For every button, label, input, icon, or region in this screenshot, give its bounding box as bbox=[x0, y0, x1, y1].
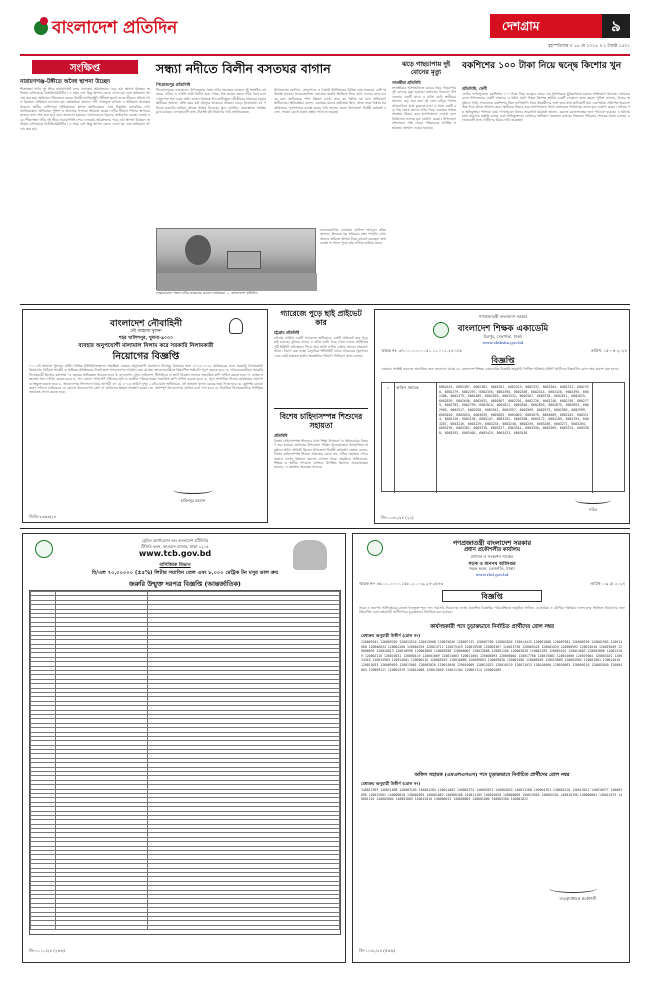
academy-col-divider-3 bbox=[592, 383, 593, 493]
academy-signature-icon bbox=[575, 496, 611, 504]
lead-byline: পিরোজপুর প্রতিনিধি bbox=[156, 82, 191, 87]
car-fire-divider bbox=[274, 408, 368, 409]
academy-post: অফিস সহায়ক bbox=[396, 385, 419, 390]
navy-sub1: নৌ জাহাজ খুলনা bbox=[130, 329, 162, 334]
roads-web[interactable]: www.rhd.gov.bd bbox=[475, 572, 509, 577]
tcb-web[interactable]: www.tcb.gov.bd bbox=[138, 549, 212, 558]
killing-headline: বকশিশের ১০০ টাকা নিয়ে দ্বন্দ্বে কিশোর খুন bbox=[462, 61, 622, 71]
navy-title: নিয়োগের বিজ্ঞপ্তি bbox=[112, 351, 180, 362]
storm-story bbox=[392, 60, 456, 260]
tcb-title: জরুরি উন্মুক্ত দরপত্র বিজ্ঞপ্তি (আন্তর্জাতিক) bbox=[129, 580, 241, 588]
photo-house-icon bbox=[227, 251, 261, 269]
tcb-table-grid bbox=[30, 591, 340, 930]
navy-signature-icon bbox=[173, 486, 213, 494]
academy-col-divider-1 bbox=[394, 383, 395, 493]
brief-body: শীতলক্ষ্যা নদীর দুই তীরে নারায়ণগঞ্জ বন্দর এলাকায় অবৈধভাবে গড়ে ওঠা স্থাপনা উচ্ছেদে অভিযান চালিয়েছে বিআইডব্লিউটিএ। এ সময় বেশ কিছু স্থাপনা ভেঙে ফেলা হয় এবং জরিমানা আদায় করা হয়। অভিযান পরিচালনা করেন নির্বাহী ম্যাজিস্ট্রেট। টঙ্গীতে তুরাগ নদের তীরেও অবৈধ দখল উচ্ছেদে অভিযান চালানো হয়। কর্মকর্তারা জানান, নদী দখলমুক্ত রাখতে এ অভিযান অব্যাহত থাকবে। স্থানীয় বাসিন্দারা অভিযানকে স্বাগত জানিয়েছেন এবং নিয়মিত তদারকির দাবি জানিয়েছেন। অভিযানে পুলিশ ও আনসার সদস্যরা সহায়তা করেন। নদীর সীমানা পিলার স্থাপনের কাজও দ্রুত শেষ করা হবে বলে জানানো হয়েছে। দখলদারদের বিরুদ্ধে আইনগত ব্যবস্থা নেওয়া হবে। শীতলক্ষ্যা নদীর দুই তীরে নারায়ণগঞ্জ বন্দর এলাকায় অবৈধভাবে গড়ে ওঠা স্থাপনা উচ্ছেদে অভিযান চালিয়েছে বিআইডব্লিউটিএ। এ সময় বেশ কিছু স্থাপনা ভেঙে ফেলা হয় এবং জরিমানা আদায় করা হয়। bbox=[20, 87, 150, 131]
academy-gov: গণপ্রজাতন্ত্রী বাংলাদেশ সরকার bbox=[478, 314, 528, 319]
tcb-portrait-icon bbox=[293, 540, 327, 570]
tcb-addr: টিসিবি ভবন, কাওরান বাজার, ঢাকা-১২১৫ bbox=[141, 544, 209, 549]
navy-sub2: শহর খালিশপুর, খুলনা-৯০০০ bbox=[118, 336, 174, 341]
brief-headline: নারায়ণগঞ্জ-টঙ্গীতে অবৈধ স্থাপনা উচ্ছেদ bbox=[20, 79, 111, 85]
brief-column bbox=[20, 60, 150, 300]
lead-body-col3: ভাঙনকবলিত এলাকার বাসিন্দা আবদুল করিম জানান, তিনবার ঘর সরিয়েও রক্ষা পাননি। এখন অন্যের জমিতে আশ্রয় নিয়ে বসবাস করছেন। দ্রুত ব্যবস্থা না নিলে পুরো গ্রাম নদীতে হারিয়ে যাবে। bbox=[320, 228, 386, 246]
lead-story bbox=[156, 60, 386, 300]
academy-ref: জি-১০৩১/২৪ (২২) bbox=[381, 515, 414, 520]
roads-dept: প্রশাসন ও সংস্থাপন সার্কেল bbox=[470, 554, 514, 559]
academy-org: বাংলাদেশ শিক্ষক একাডেমি bbox=[457, 324, 549, 334]
logo bbox=[20, 14, 230, 42]
academy-table bbox=[381, 382, 625, 492]
roads-gov: গণপ্রজাতন্ত্রী বাংলাদেশ সরকার bbox=[453, 539, 531, 547]
roads-signature-icon bbox=[549, 884, 597, 893]
tcb-tender-table bbox=[29, 590, 341, 935]
section-banner bbox=[490, 14, 630, 38]
tcb-ref: জি-১০১০/২৪ (২×৬) bbox=[29, 948, 65, 953]
section-title: দেশগ্রাম bbox=[502, 19, 540, 33]
date-line: বৃহস্পতিবার ॥ ১৬ মে ২০২৪ ॥ ২ জ্যৈষ্ঠ ১৪৩১ bbox=[547, 44, 630, 49]
car-fire-body: চট্টগ্রাম নগরীর একটি গ্যারেজে অগ্নিকাণ্ডে একটি প্রাইভেট কার পুড়ে ছাই হয়েছে। বুধবার ভোরে এ ঘটনা ঘটে। খবর পেয়ে ফায়ার সার্ভিসের দুটি ইউনিট ঘটনাস্থলে গিয়ে প্রায় আধা ঘণ্টার চেষ্টায় আগুন নিয়ন্ত্রণে আনে। ধারণা করা হচ্ছে বৈদ্যুতিক শর্টসার্কিট থেকে আগুনের সূত্রপাত। এতে কেউ হতাহত হয়নি। ক্ষয়ক্ষতির পরিমাণ নির্ধারণে কাজ চলছে। bbox=[274, 336, 368, 358]
tcb-dept: বাণিজ্যিক বিভাগ bbox=[159, 563, 191, 568]
roads-date: তারিখ: ০৯ মে ২০২৪ bbox=[590, 581, 625, 586]
special-help-headline: বিশেষ চাহিদাসম্পন্ন শিশুদের সহায়তা bbox=[279, 412, 363, 430]
academy-sl: ১ bbox=[386, 385, 390, 390]
logo-accent-icon bbox=[40, 17, 48, 25]
lead-caption: নেছারাবাদে সন্ধ্যা নদীর ভাঙনের কবলে বসতঘর। — বাংলাদেশ প্রতিদিন bbox=[156, 291, 258, 295]
navy-body: ০১। নৌ জাহাজ খুলনার অধীন বিভিন্ন ইউনিট/জাহাজে সংরক্ষিত ব্যবহার অনুপযোগী মালামাল নিলামে বিক্রয়ের জন্য ২০২৪-২০২৫ অর্থবছরের জন্য সরকারি নিলামকারী নিয়োগের নিমিত্তে আগ্রহী ও অভিজ্ঞ প্রতিষ্ঠানের নিকট হতে আবেদনপত্র আহ্বান করা যাচ্ছে। আবেদনকারীকে নিম্নবর্ণিত শর্তাবলি পূরণ করতে হবে: ক. আবেদনকারীকে সরকারি নিলামকারী হিসেবে কমপক্ষে ০৫ বছরের অভিজ্ঞতা থাকতে হবে। খ. হালনাগাদ ট্রেড লাইসেন্স, টিআইএন ও ভ্যাট নিবন্ধন সনদের সত্যায়িত কপি দাখিল করতে হবে। গ. ব্যাংক সচ্ছলতা সনদ দাখিল করতে হবে। ঘ. সদ্য তোলা পাসপোর্ট সাইজের ছবি ও জাতীয় পরিচয়পত্রের সত্যায়িত কপি দাখিল করতে হবে। ঙ. পূর্বে সম্পাদিত নিলাম কার্যক্রমের প্রমাণপত্র সংযুক্ত করতে হবে। চ. আবেদনপত্র সিলগালা খামে আগামী ৩০ মে ২০২৪ তারিখ দুপুর ১২টার মধ্যে অধিনায়ক, নৌ জাহাজ খুলনা বরাবর জমা দিতে হবে। ছ. কর্তৃপক্ষ কোনো কারণ দর্শানো ব্যতিরেকে যে কোনো আবেদনপত্র গ্রহণ বা বাতিলের ক্ষমতা সংরক্ষণ করেন। জ. অসম্পূর্ণ আবেদনপত্র বাতিল বলে গণ্য হবে। ঝ. নির্বাচিত নিলামকারীকে নির্ধারিত জামানত প্রদান করতে হবে। bbox=[29, 364, 263, 395]
roads-div: সড়ক ও জনপথ অধিদপ্তর bbox=[468, 562, 516, 567]
navy-org: বাংলাদেশ নৌবাহিনী bbox=[109, 319, 183, 329]
academy-signer: সচিব bbox=[588, 507, 598, 512]
killing-story bbox=[462, 60, 630, 260]
academy-addr: মিরপুর, সেনপাড়া, ঢাকা। bbox=[483, 334, 523, 339]
car-fire-byline: চট্টগ্রাম প্রতিনিধি bbox=[274, 330, 300, 335]
killing-byline: প্রতিনিধি, ফেনী bbox=[462, 86, 487, 91]
mid-row-divider bbox=[20, 528, 630, 529]
storm-body: সাতক্ষীরার আশাশুনিতে ঝড়ের সময় গাছচাপায় দুই বোনের মৃত্যু হয়েছে। মঙ্গলবার বিকেলে উপজেলার একটি গ্রামে এ ঘটনা ঘটে। স্থানীয়রা জানান, ঝড় শুরু হলে দুই বোন বাড়ির পাশের আমবাগানে আম কুড়াতে যায়। এ সময় একটি বড় গাছ ভেঙে তাদের ওপর পড়ে। গুরুতর আহত অবস্থায় উদ্ধার করে হাসপাতালে নেওয়া হলে চিকিৎসক তাদের মৃত ঘোষণা করেন। উপজেলা প্রশাসনের পক্ষ থেকে পরিবারকে আর্থিক সহায়তার আশ্বাস দেওয়া হয়েছে। bbox=[392, 86, 456, 130]
roads-roll-numbers-2: 140011363 140011668 140003105 140001284 140011803 140002374 140003071 140004023 140011188 140004761 140002210 140013011 140010977 140003090 140012601 140000010 140004093 140001082 140000100 140011103 140010020 140000009 140013010 140002102 140010190 140000001 140011073 140001101 140003004 140001009 140012010 140000013 140000009 140001000 140003100 140001022 bbox=[361, 788, 622, 802]
brief-label-text: সংক্ষিপ্ত bbox=[69, 63, 101, 74]
special-help-byline: প্রতিনিধি bbox=[274, 433, 288, 438]
roads-group2-label: মেধাক্রম অনুযায়ী উত্তীর্ণ (রোল নং) bbox=[361, 781, 421, 786]
storm-byline: সাতক্ষীরা প্রতিনিধি bbox=[392, 80, 421, 85]
photo-water-shape bbox=[157, 273, 317, 291]
roads-ref: জি-১০৩১/২৪ (৫×৬) bbox=[359, 948, 395, 953]
roads-title: বিজ্ঞপ্তি bbox=[442, 590, 542, 602]
roads-intro: সড়ক ও জনপথ অধিদপ্তরের রাজস্ব খাতভুক্ত শূন্য পদে সরাসরি নিয়োগের লক্ষ্যে প্রকাশিত বিজ্ঞপ্তির পরিপ্রেক্ষিতে অনুষ্ঠিত লিখিত, ব্যবহারিক ও মৌখিক পরীক্ষার ফলাফলের ভিত্তিতে নিয়োগের জন্য নিম্নবর্ণিত রোল নম্বরধারী প্রার্থীগণকে চূড়ান্তভাবে নির্বাচিত করা হয়েছে। bbox=[359, 606, 625, 615]
killing-body: ফেনীর দাগনভূঞায় বকশিশের ১০০ টাকা নিয়ে দ্বন্দ্বের জেরে এক কিশোরকে ছুরিকাঘাতে হত্যার অভিযোগ উঠেছে। সোমবার রাতে উপজেলার একটি বাজারে এ ঘটনা ঘটে। নিহত কিশোর স্থানীয় একটি দোকানে কাজ করত। পুলিশ জানায়, বিয়ের অনুষ্ঠানে গাড়ি সাজানোর বকশিশের টাকা ভাগাভাগি নিয়ে সহকর্মীদের সঙ্গে তার কথা-কাটাকাটি হয়। একপর্যায়ে প্রতিপক্ষ ধারালো অস্ত্র দিয়ে তাকে আঘাত করে। স্থানীয়রা উদ্ধার করে হাসপাতালে নিলে কর্তব্যরত চিকিৎসক তাকে মৃত ঘোষণা করেন। ঘটনার পর অভিযুক্তরা পালিয়ে যায়। দাগনভূঞা থানার ভারপ্রাপ্ত কর্মকর্তা জানান, মরদেহ ময়নাতদন্তের জন্য পাঠানো হয়েছে। এ ঘটনায় হত্যা মামলার প্রস্তুতি চলছে এবং অভিযুক্তদের গ্রেপ্তারে অভিযান অব্যাহত রয়েছে। নিহতের পরিবারে শোকের মাতম চলছে। এলাকাবাসী দ্রুত দোষীদের বিচার দাবি করেছেন। bbox=[462, 92, 630, 123]
logo-text: বাংলাদেশ প্রতিদিন bbox=[52, 18, 178, 38]
page-number: ৯ bbox=[602, 14, 630, 38]
navy-ad bbox=[22, 309, 268, 523]
lead-photo bbox=[156, 228, 316, 290]
storm-headline: ঝড়ে গাছচাপায় দুই বোনের মৃত্যু bbox=[401, 60, 451, 76]
roads-ad bbox=[352, 533, 630, 963]
photo-tree-icon bbox=[185, 235, 211, 265]
academy-roll-numbers: 6002441, 6002387, 6002382, 6002351, 6002319, 6002337, 6002304, 6002313, 6002338, 6002279, 6002292, 6002355, 6002390, 6002368, 6002414, 6002428, 6002395, 6002406, 6002475, 6002489, 6002503, 6002532, 6002567, 6002578, 6002611, 6002625, 6002639, 6002648, 6002651, 6002687, 6002701, 6002726, 6002748, 6002765, 6002779, 6002783, 6002799, 6002810, 6002821, 6002846, 6002859, 6002875, 6002893, 6002905, 6002917, 6002928, 6002941, 6002957, 6002969, 6002973, 6002985, 6002999, 6003010, 6003024, 6003039, 6003055, 6003063, 6003078, 6003089, 6003101, 6003114, 6003126, 6003138, 6003147, 6003152, 6003168, 6003172, 6003185, 6003194, 6003207, 6003216, 6003229, 6003235, 6003248, 6003259, 6003266, 6003271, 6003284, 6003295, 6003302, 6003318, 6003327, 6003341, 6003356, 6003369, 6003374, 6003388, 6003392, 6003405, 6003419, 6003423, 6003436 bbox=[439, 385, 589, 435]
roads-office: প্রধান প্রকৌশলীর কার্যালয় bbox=[464, 547, 520, 553]
roads-addr: সড়ক ভবন, তেজগাঁও, ঢাকা। bbox=[469, 566, 515, 571]
lead-body-col2: উপজেলার বলদিয়া, সোহাগদল ও দৈহারী ইউনিয়নের বিভিন্ন গ্রাম সবচেয়ে বেশি ক্ষতিগ্রস্ত হয়েছে। ভাঙনকবলিত এলাকায় জরুরি ভিত্তিতে জিও ব্যাগ ফেলার কাজ চলছে বলে জানিয়েছে পানি উন্নয়ন বোর্ড। তবে তা পর্যাপ্ত নয় বলে অভিযোগ স্থানীয়দের। ক্ষতিগ্রস্তরা বলেন, একসময় যাদের জমিজমা ছিল, আজ তারা নিঃস্ব। সরকারিভাবে পুনর্বাসনের ব্যবস্থা করার দাবি জানান তারা। উপজেলা নির্বাহী কর্মকর্তা বলেন, ভাঙন রোধে প্রকল্প প্রস্তাব পাঠানো হয়েছে। bbox=[274, 88, 386, 115]
masthead-divider bbox=[20, 54, 630, 56]
masthead bbox=[20, 14, 630, 54]
lead-headline: সন্ধ্যা নদীতে বিলীন বসতঘর বাগান bbox=[156, 61, 331, 76]
tcb-org: ট্রেডিং কর্পোরেশন অব বাংলাদেশ (টিসিবি) bbox=[141, 538, 209, 543]
brief-label bbox=[32, 60, 138, 74]
roads-signer: তত্ত্বাবধায়ক প্রকৌশলী bbox=[559, 896, 597, 901]
car-fire-story bbox=[274, 309, 368, 405]
roads-group1-label: মেধাক্রম অনুযায়ী উত্তীর্ণ (রোল নং) bbox=[361, 633, 421, 638]
navy-intro: ব্যবহার অনুপযোগী মালামাল নিলাম করে সরকারি নিলামকারী bbox=[78, 343, 214, 349]
top-row-divider bbox=[20, 304, 630, 305]
navy-signer: হাফিজুর রহমান bbox=[180, 498, 206, 503]
academy-title: বিজ্ঞপ্তি bbox=[491, 356, 515, 365]
academy-memo: স্মারক নং: ৩৭.০০.০০০০.০৫১.১১.০০১.২৪-১৪৮ bbox=[381, 348, 463, 353]
car-fire-headline: গ্যারেজে পুড়ে ছাই প্রাইভেট কার bbox=[280, 309, 362, 327]
roads-group2: অফিস সহায়ক (এমএলএসএস) পদে চূড়ান্তভাবে নির্বাচিত প্রার্থীদের রোল নম্বর bbox=[414, 772, 570, 778]
roads-memo: স্মারক নং- ৩৫.০১.০০০০.১৫৮.১১.০০৯.২৪-২৫৪৩ bbox=[359, 581, 443, 586]
tcb-ad bbox=[22, 533, 346, 963]
lead-body-col1: পিরোজপুরের নেছারাবাদ উপজেলায় সন্ধ্যা নদীর অব্যাহত ভাঙনে দুই শতাধিক বসতঘর, বাগান ও ফসলি জমি বিলীন হয়ে গেছে। গত কয়েক বছরে নদীর গর্ভে চলে গেছে শত শত একর জমি। ভাঙন আতঙ্কে দিন কাটাচ্ছেন নদীতীরের হাজারো মানুষ। স্থানীয়রা জানান, প্রতি বছর বর্ষা মৌসুমে ভাঙনের তীব্রতা বাড়ে। ইতোমধ্যে বহু পরিবার ঘরবাড়ি হারিয়ে অন্যত্র আশ্রয় নিয়েছে। স্কুল, মসজিদ, কবরস্থানও হুমকির মুখে রয়েছে। এলাকাবাসী দ্রুত টেকসই বাঁধ নির্মাণের দাবি জানিয়েছেন। bbox=[156, 88, 266, 115]
navy-ref: জিডি-২৩৬৩/২৪ bbox=[29, 514, 57, 519]
tcb-intro: বি/এল ৭০,০০০০০ (±৫%) লিটার সয়াবিন তেল এবং ৮,০০০ মেট্রিক টন মসুর ডাল ক্রয় bbox=[91, 570, 279, 576]
tcb-logo-icon bbox=[35, 540, 53, 558]
roads-sub: কার্যসহকারী পদে চূড়ান্তভাবে নির্বাচিত প্রার্থীদের রোল নম্বর bbox=[430, 624, 554, 630]
academy-col-divider-2 bbox=[436, 383, 437, 493]
academy-intro: এতদ্বারা সংশ্লিষ্ট সকলের অবগতির জন্য জানানো যাচ্ছে যে, বাংলাদেশ শিক্ষক একাডেমির বিজ্ঞপ্তি অনুযায়ী লিখিত পরীক্ষায় উত্তীর্ণ প্রার্থীদের নিম্নবর্ণিত রোল নম্বর প্রকাশ করা হলো। bbox=[381, 367, 619, 371]
academy-web[interactable]: www.shiksha.gov.bd bbox=[482, 340, 524, 345]
academy-ad bbox=[374, 309, 630, 524]
special-help-story bbox=[274, 412, 368, 524]
special-help-body: বিশেষ চাহিদাসম্পন্ন শিশুদের মধ্যে শিক্ষা উপকরণ ও হুইলচেয়ার বিতরণ করা হয়েছে। মঙ্গলবার উপজেলা পরিষদ মিলনায়তনে আয়োজিত অনুষ্ঠানে প্রধান অতিথি ছিলেন উপজেলা নির্বাহী কর্মকর্তা। বক্তারা বলেন, বিশেষ চাহিদাসম্পন্ন শিশুরা সমাজের বোঝা নয়, সঠিক সহায়তা পেলে তারাও দেশের উন্নয়নে অবদান রাখতে পারে। অনুষ্ঠানে অভিভাবক, শিক্ষক ও স্থানীয় গণ্যমান্য ব্যক্তিরা উপস্থিত ছিলেন। আয়োজকরা জানান, এ কার্যক্রম অব্যাহত থাকবে। bbox=[274, 439, 368, 470]
roads-roll-numbers-1: 120009261 120009202 120013516 120013608 120015656 120007122 120007766 120003834 120014415 120001688 120007981 120000190 120001963 120014960 120006034 120001200 120004294 120013711 120075419 120015948 120003367 120015736 120009424 120001024 120000592 120015010 120019049 120000093 120010013 120010998 120003860 120003838 120000007 120013688 120001100 120003820 120002109 120003101 120014003 120003000 120013109 120002116 120016031 120000119 120001009 120014003 120011004 120004093 120000002 120017780 120015081 120014600 120019004 120003101 120014416 120015903 120014001 120000116 120005033 120010060 120009003 120009030 120001400 120008309 120015000 120003904 120001001 120014010 120013033 120009010 120013001 120003020 120014048 120010009 120012013 120010119 120011013 120010000 120010003 120000110 120003040 120004004 120009311 120001919 120014000 120015090 120011104 120001114 120001009 bbox=[361, 640, 622, 672]
academy-date: তারিখ: ১৫-০৫-২০২৪ bbox=[590, 348, 627, 353]
